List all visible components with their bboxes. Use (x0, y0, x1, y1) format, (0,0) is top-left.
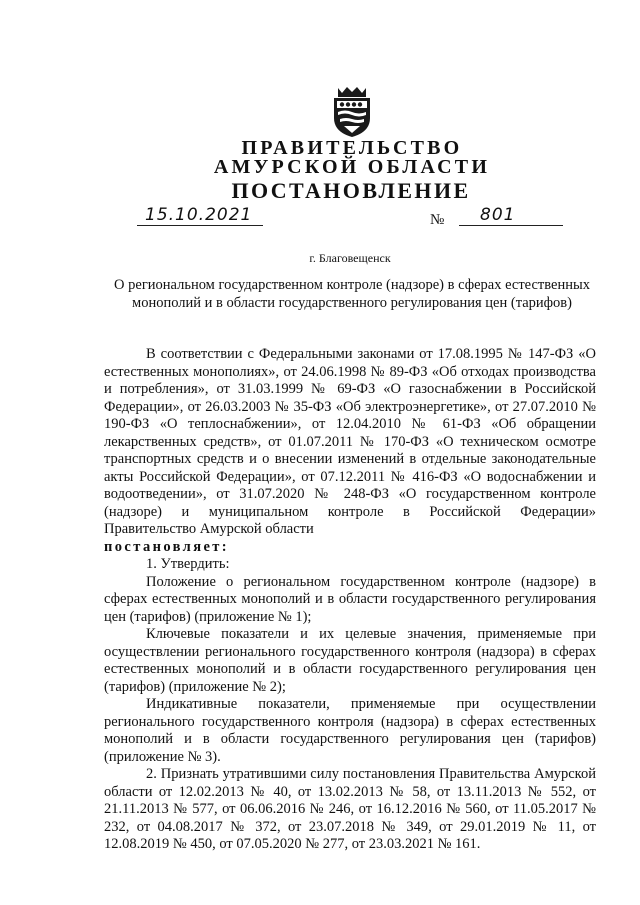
item-1-appendix-3: Индикативные показатели, применяемые при осуществлении регионального государственного контроля (надзора) в сферах естественных монополий и в области государственного регулирования цен (тарифов) (приложение № 3). (104, 696, 596, 765)
coat-of-arms-emblem (328, 84, 376, 138)
number-underline (459, 225, 563, 226)
item-1-appendix-1: Положение о региональном государственном контроле (надзоре) в сферах естественных монополий и в области государственного регулирования цен (тарифов) (приложение № 1); (104, 573, 596, 625)
preamble-paragraph: В соответствии с Федеральными законами от 17.08.1995 № 147-ФЗ «О естественных монополиях», от 24.06.1998 № 89-ФЗ «Об отходах производства и потребления», от 31.03.1999 № 69-ФЗ «О газоснабжении в Российской Федерации», от 26.03.2003 № 35-ФЗ «Об электроэнергетике», от 27.07.2010 № 190-ФЗ «О теплоснабжении», от 12.04.2010 № 61-ФЗ «Об обращении лекарственных средств», от 01.07.2011 № 170-ФЗ «О техническом осмотре транспортных средств и о внесении изменений в отдельные законодательные акты Российской Федерации», от 07.12.2011 № 416-ФЗ «О водоснабжении и водоотведении», от 31.07.2020 № 248-ФЗ «О государственном контроле (надзоре) и муниципальном контроле в Российской Федерации» Правительство Амурской области (104, 346, 596, 537)
item-1-appendix-2: Ключевые показатели и их целевые значения, применяемые при осуществлении регионального государственного контроля (надзора) в сферах естественных монополий и в области государственного регулирования цен (тарифов) (приложение № 2); (104, 626, 596, 695)
document-subject: О региональном государственном контроле (надзоре) в сферах естественных монополий и в области государственного регулирования цен (тарифов) (114, 277, 590, 311)
date-underline (137, 225, 263, 226)
document-date: 15.10.2021 (145, 205, 253, 225)
item-2-paragraph: 2. Признать утратившими силу постановления Правительства Амурской области от 12.02.2013 № 40, от 13.02.2013 № 58, от 13.11.2013 № 552, от 21.11.2013 № 577, от 06.06.2016 № 246, от 16.12.2016 № 560, от 11.05.2017 № 232, от 04.08.2017 № 372, от 23.07.2018 № 349, от 29.01.2019 № 11, от 12.08.2019 № 450, от 07.05.2020 № 277, от 23.03.2021 № 161. (104, 766, 596, 852)
document-type-title: ПОСТАНОВЛЕНИЕ (231, 178, 471, 203)
document-body (104, 346, 596, 854)
number-sign: № (430, 212, 445, 228)
item-1-heading: 1. Утвердить: (146, 556, 230, 572)
city-label: г. Благовещенск (309, 251, 391, 265)
document-number: 801 (480, 205, 516, 225)
org-title-line2: АМУРСКОЙ ОБЛАСТИ (213, 156, 491, 178)
org-title-line1: ПРАВИТЕЛЬСТВО (241, 137, 463, 159)
resolves-heading: постановляет: (104, 538, 230, 555)
